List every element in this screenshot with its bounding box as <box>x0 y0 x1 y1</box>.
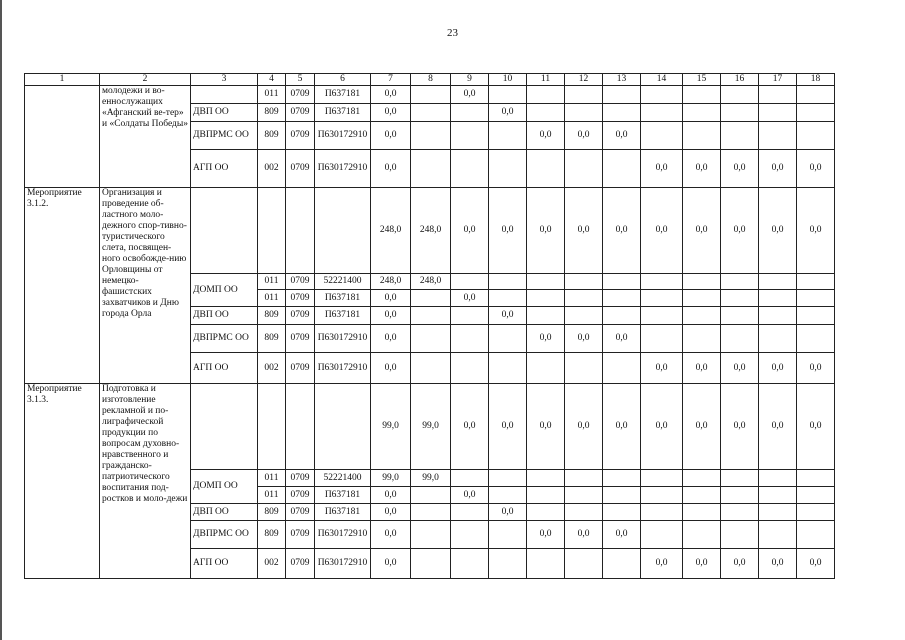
col-header: 8 <box>411 74 451 86</box>
value-cell: П630172910 <box>315 325 371 353</box>
value-cell <box>527 487 565 504</box>
value-cell <box>527 86 565 104</box>
value-cell <box>565 504 603 521</box>
value-cell <box>451 504 489 521</box>
col-header: 16 <box>721 74 759 86</box>
value-cell: 0,0 <box>371 86 411 104</box>
value-cell <box>451 521 489 549</box>
value-cell: 0,0 <box>371 549 411 579</box>
value-cell: 0,0 <box>683 150 721 188</box>
value-cell <box>759 274 797 290</box>
value-cell <box>603 86 641 104</box>
budget-table <box>24 73 835 579</box>
value-cell <box>683 122 721 150</box>
value-cell <box>683 487 721 504</box>
value-cell <box>411 104 451 122</box>
value-cell <box>721 487 759 504</box>
value-cell <box>451 122 489 150</box>
value-cell: 0,0 <box>683 384 721 470</box>
value-cell <box>797 274 835 290</box>
value-cell <box>565 307 603 325</box>
value-cell <box>641 122 683 150</box>
value-cell <box>797 504 835 521</box>
value-cell <box>565 86 603 104</box>
value-cell: 011 <box>258 487 286 504</box>
empty-cell <box>258 188 286 274</box>
value-cell <box>721 86 759 104</box>
value-cell <box>721 104 759 122</box>
value-cell: 0,0 <box>683 549 721 579</box>
value-cell: 0,0 <box>371 325 411 353</box>
value-cell <box>759 307 797 325</box>
value-cell <box>759 470 797 487</box>
value-cell: 0709 <box>286 274 315 290</box>
value-cell: 99,0 <box>371 384 411 470</box>
value-cell <box>641 504 683 521</box>
col-header: 12 <box>565 74 603 86</box>
value-cell <box>489 325 527 353</box>
value-cell: П637181 <box>315 504 371 521</box>
col-header: 18 <box>797 74 835 86</box>
value-cell <box>489 290 527 307</box>
activity-id-cell <box>25 86 100 188</box>
executor-cell: ДВПРМС ОО <box>191 122 258 150</box>
value-cell: 0709 <box>286 150 315 188</box>
value-cell: 0,0 <box>527 188 565 274</box>
value-cell <box>527 549 565 579</box>
col-header: 2 <box>100 74 191 86</box>
value-cell <box>683 274 721 290</box>
value-cell <box>411 325 451 353</box>
value-cell: 002 <box>258 150 286 188</box>
value-cell: 0,0 <box>721 549 759 579</box>
value-cell: 0,0 <box>451 86 489 104</box>
col-header: 17 <box>759 74 797 86</box>
value-cell <box>527 290 565 307</box>
value-cell: 0,0 <box>371 150 411 188</box>
value-cell: 0,0 <box>797 549 835 579</box>
col-header: 4 <box>258 74 286 86</box>
empty-cell <box>315 188 371 274</box>
activity-name-cell: Подготовка и изготовление рекламной и по-лиграфической продукции по вопросам духовно-нравственного и гражданско-патриотического воспитания под-ростков и моло-дежи <box>100 384 191 579</box>
value-cell <box>759 521 797 549</box>
value-cell <box>489 122 527 150</box>
value-cell <box>527 307 565 325</box>
value-cell <box>527 353 565 384</box>
executor-cell <box>191 86 258 104</box>
value-cell <box>451 150 489 188</box>
value-cell: 002 <box>258 549 286 579</box>
value-cell: 0,0 <box>603 122 641 150</box>
value-cell <box>683 290 721 307</box>
value-cell <box>797 521 835 549</box>
value-cell: 011 <box>258 274 286 290</box>
value-cell: 248,0 <box>411 188 451 274</box>
value-cell <box>641 104 683 122</box>
value-cell: 0709 <box>286 470 315 487</box>
value-cell <box>641 274 683 290</box>
value-cell: 0709 <box>286 353 315 384</box>
value-cell: 99,0 <box>411 384 451 470</box>
value-cell: 99,0 <box>371 470 411 487</box>
value-cell: 0,0 <box>641 549 683 579</box>
empty-cell <box>191 188 258 274</box>
value-cell: П630172910 <box>315 521 371 549</box>
value-cell <box>565 487 603 504</box>
col-header: 14 <box>641 74 683 86</box>
value-cell <box>603 487 641 504</box>
activity-name-cell: молодежи и во-еннослужащих «Афганский ве-тер» и «Солдаты Победы» <box>100 86 191 188</box>
value-cell: 0,0 <box>565 122 603 150</box>
value-cell: 0709 <box>286 122 315 150</box>
value-cell: 0,0 <box>797 150 835 188</box>
col-header: 15 <box>683 74 721 86</box>
value-cell <box>565 290 603 307</box>
value-cell: 0,0 <box>603 521 641 549</box>
executor-cell: ДОМП ОО <box>191 274 258 307</box>
value-cell: 011 <box>258 86 286 104</box>
value-cell: 52221400 <box>315 274 371 290</box>
value-cell <box>683 104 721 122</box>
empty-cell <box>191 384 258 470</box>
value-cell: 0709 <box>286 325 315 353</box>
value-cell: 99,0 <box>411 470 451 487</box>
value-cell <box>759 104 797 122</box>
value-cell: 0,0 <box>641 150 683 188</box>
value-cell: 011 <box>258 290 286 307</box>
value-cell <box>759 86 797 104</box>
value-cell: 0,0 <box>721 150 759 188</box>
value-cell: 0,0 <box>759 188 797 274</box>
value-cell <box>797 307 835 325</box>
value-cell <box>641 470 683 487</box>
value-cell <box>641 325 683 353</box>
value-cell <box>683 307 721 325</box>
value-cell: 0,0 <box>641 384 683 470</box>
value-cell <box>565 150 603 188</box>
value-cell: 0,0 <box>451 188 489 274</box>
value-cell <box>411 122 451 150</box>
value-cell <box>565 470 603 487</box>
value-cell: П630172910 <box>315 150 371 188</box>
value-cell: 0,0 <box>489 188 527 274</box>
value-cell: 0,0 <box>641 353 683 384</box>
value-cell <box>489 86 527 104</box>
value-cell: П637181 <box>315 307 371 325</box>
value-cell: 0,0 <box>721 384 759 470</box>
value-cell <box>451 353 489 384</box>
value-cell <box>411 521 451 549</box>
value-cell <box>603 504 641 521</box>
value-cell <box>641 521 683 549</box>
value-cell: 0,0 <box>759 549 797 579</box>
value-cell: 0,0 <box>603 188 641 274</box>
value-cell <box>641 487 683 504</box>
value-cell <box>683 86 721 104</box>
value-cell <box>451 325 489 353</box>
value-cell <box>721 521 759 549</box>
value-cell: 0,0 <box>565 521 603 549</box>
value-cell: 0,0 <box>565 384 603 470</box>
value-cell <box>489 521 527 549</box>
scan-edge <box>0 0 2 640</box>
value-cell <box>797 487 835 504</box>
value-cell <box>489 353 527 384</box>
col-header: 9 <box>451 74 489 86</box>
value-cell: 0,0 <box>527 122 565 150</box>
col-header: 7 <box>371 74 411 86</box>
value-cell: 0,0 <box>371 307 411 325</box>
value-cell: 0,0 <box>527 521 565 549</box>
executor-cell: АГП ОО <box>191 353 258 384</box>
value-cell: 0,0 <box>603 325 641 353</box>
value-cell: 0,0 <box>371 353 411 384</box>
value-cell: 0,0 <box>371 487 411 504</box>
value-cell: 011 <box>258 470 286 487</box>
value-cell <box>489 274 527 290</box>
col-header: 1 <box>25 74 100 86</box>
value-cell: 0709 <box>286 104 315 122</box>
col-header: 13 <box>603 74 641 86</box>
value-cell <box>565 104 603 122</box>
empty-cell <box>258 384 286 470</box>
value-cell: 809 <box>258 122 286 150</box>
value-cell: 0,0 <box>489 504 527 521</box>
col-header: 11 <box>527 74 565 86</box>
value-cell <box>721 504 759 521</box>
value-cell <box>603 290 641 307</box>
value-cell <box>411 504 451 521</box>
empty-cell <box>286 188 315 274</box>
executor-cell: ДВПРМС ОО <box>191 521 258 549</box>
value-cell <box>489 150 527 188</box>
value-cell: 52221400 <box>315 470 371 487</box>
value-cell: 0,0 <box>451 290 489 307</box>
value-cell <box>565 353 603 384</box>
value-cell: П637181 <box>315 487 371 504</box>
value-cell: 0,0 <box>759 150 797 188</box>
value-cell <box>565 549 603 579</box>
value-cell: 002 <box>258 353 286 384</box>
value-cell <box>641 86 683 104</box>
executor-cell: ДВП ОО <box>191 104 258 122</box>
activity-name-cell: Организация и проведение об-ластного моло-дежного спор-тивно-туристического слета, посвящен-ного освобожде-нию Орловщины от немецко-фашистских захватчиков и Дню города Орла <box>100 188 191 384</box>
value-cell <box>527 274 565 290</box>
value-cell <box>759 504 797 521</box>
value-cell: 0,0 <box>451 487 489 504</box>
col-header: 5 <box>286 74 315 86</box>
value-cell: 0,0 <box>565 188 603 274</box>
executor-cell: АГП ОО <box>191 150 258 188</box>
value-cell <box>411 487 451 504</box>
col-header: 6 <box>315 74 371 86</box>
value-cell <box>683 470 721 487</box>
executor-cell: ДВПРМС ОО <box>191 325 258 353</box>
value-cell: 0,0 <box>371 290 411 307</box>
value-cell <box>721 470 759 487</box>
value-cell: 0,0 <box>797 353 835 384</box>
table-row <box>25 86 835 104</box>
col-header: 10 <box>489 74 527 86</box>
value-cell: 248,0 <box>371 188 411 274</box>
value-cell: П630172910 <box>315 353 371 384</box>
value-cell: 809 <box>258 307 286 325</box>
value-cell <box>411 549 451 579</box>
value-cell: 0,0 <box>451 384 489 470</box>
value-cell: 0,0 <box>721 188 759 274</box>
value-cell <box>527 470 565 487</box>
value-cell: 0,0 <box>565 325 603 353</box>
value-cell <box>603 150 641 188</box>
value-cell <box>797 122 835 150</box>
value-cell: 0709 <box>286 504 315 521</box>
value-cell: 248,0 <box>411 274 451 290</box>
value-cell <box>721 290 759 307</box>
value-cell <box>411 86 451 104</box>
page-number: 23 <box>447 27 458 39</box>
value-cell: 0,0 <box>641 188 683 274</box>
value-cell: П630172910 <box>315 122 371 150</box>
value-cell <box>797 290 835 307</box>
value-cell <box>721 274 759 290</box>
value-cell: 0,0 <box>489 307 527 325</box>
value-cell <box>683 325 721 353</box>
value-cell: 809 <box>258 521 286 549</box>
value-cell <box>411 353 451 384</box>
value-cell <box>683 504 721 521</box>
empty-cell <box>286 384 315 470</box>
value-cell: 0,0 <box>371 521 411 549</box>
value-cell <box>797 86 835 104</box>
executor-cell: ДОМП ОО <box>191 470 258 504</box>
value-cell <box>451 104 489 122</box>
value-cell: 0,0 <box>759 384 797 470</box>
value-cell <box>759 325 797 353</box>
value-cell: 0709 <box>286 86 315 104</box>
value-cell <box>565 274 603 290</box>
activity-id-cell: Мероприятие 3.1.3. <box>25 384 100 579</box>
value-cell: 0,0 <box>489 104 527 122</box>
value-cell: 0709 <box>286 307 315 325</box>
value-cell: 0709 <box>286 521 315 549</box>
value-cell <box>797 104 835 122</box>
value-cell: 0,0 <box>721 353 759 384</box>
value-cell <box>603 274 641 290</box>
empty-cell <box>315 384 371 470</box>
executor-cell: АГП ОО <box>191 549 258 579</box>
value-cell <box>603 470 641 487</box>
value-cell <box>527 150 565 188</box>
value-cell: 809 <box>258 504 286 521</box>
value-cell <box>451 274 489 290</box>
value-cell: 0,0 <box>759 353 797 384</box>
value-cell: П637181 <box>315 104 371 122</box>
value-cell <box>603 353 641 384</box>
value-cell: П637181 <box>315 290 371 307</box>
value-cell: 0,0 <box>527 384 565 470</box>
value-cell <box>489 487 527 504</box>
value-cell <box>641 290 683 307</box>
value-cell <box>797 470 835 487</box>
value-cell <box>603 307 641 325</box>
value-cell <box>451 470 489 487</box>
col-header: 3 <box>191 74 258 86</box>
executor-cell: ДВП ОО <box>191 504 258 521</box>
value-cell <box>721 325 759 353</box>
value-cell <box>759 290 797 307</box>
value-cell: 248,0 <box>371 274 411 290</box>
value-cell <box>451 307 489 325</box>
value-cell: П637181 <box>315 86 371 104</box>
value-cell: 0,0 <box>797 188 835 274</box>
value-cell <box>411 307 451 325</box>
value-cell <box>411 150 451 188</box>
value-cell: П630172910 <box>315 549 371 579</box>
value-cell: 0,0 <box>683 353 721 384</box>
value-cell: 0,0 <box>797 384 835 470</box>
value-cell <box>721 122 759 150</box>
header-row <box>25 74 835 86</box>
value-cell <box>797 325 835 353</box>
value-cell: 0709 <box>286 290 315 307</box>
executor-cell: ДВП ОО <box>191 307 258 325</box>
value-cell: 0,0 <box>371 122 411 150</box>
value-cell <box>527 504 565 521</box>
value-cell: 0,0 <box>527 325 565 353</box>
value-cell <box>527 104 565 122</box>
value-cell: 0,0 <box>371 504 411 521</box>
value-cell <box>489 549 527 579</box>
value-cell <box>489 470 527 487</box>
value-cell <box>683 521 721 549</box>
value-cell: 809 <box>258 104 286 122</box>
table-row <box>25 188 835 274</box>
value-cell: 809 <box>258 325 286 353</box>
value-cell <box>641 307 683 325</box>
value-cell: 0,0 <box>683 188 721 274</box>
value-cell <box>451 549 489 579</box>
value-cell <box>759 122 797 150</box>
value-cell: 0,0 <box>603 384 641 470</box>
activity-id-cell: Мероприятие 3.1.2. <box>25 188 100 384</box>
value-cell: 0709 <box>286 549 315 579</box>
value-cell <box>411 290 451 307</box>
value-cell: 0,0 <box>489 384 527 470</box>
value-cell <box>603 549 641 579</box>
value-cell <box>759 487 797 504</box>
value-cell <box>603 104 641 122</box>
value-cell: 0709 <box>286 487 315 504</box>
table-row <box>25 384 835 470</box>
value-cell <box>721 307 759 325</box>
value-cell: 0,0 <box>371 104 411 122</box>
